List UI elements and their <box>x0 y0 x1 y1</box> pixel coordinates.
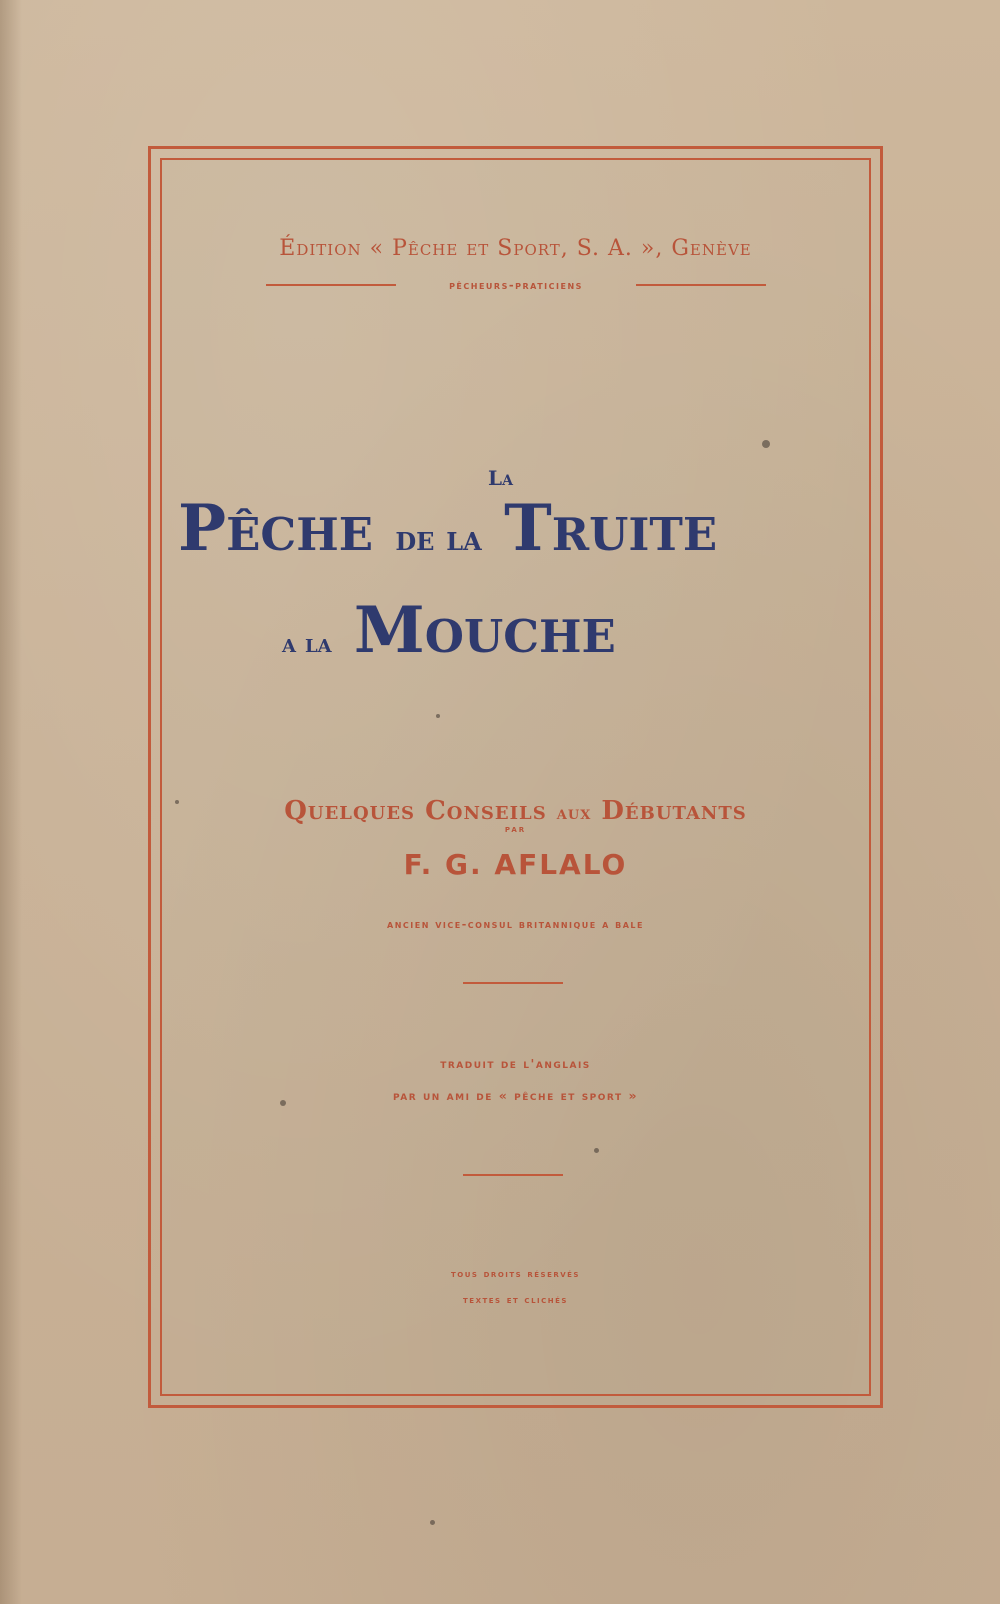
title-line-1 <box>178 484 858 584</box>
publisher-subline-row <box>266 278 766 292</box>
title-word-mouche: Mouche <box>353 593 616 668</box>
divider-1 <box>463 982 563 984</box>
publisher-subline: pêcheurs-praticiens <box>449 278 583 292</box>
translation-line-2: par un ami de « pêche et sport » <box>392 1088 639 1103</box>
paper-speck <box>175 800 179 804</box>
subtitle-aux: aux <box>556 803 592 824</box>
paper-speck <box>594 1148 599 1153</box>
author-name: F. G. AFLALO <box>403 848 628 881</box>
paper-speck <box>436 714 440 718</box>
rights-line-1: tous droits réservés <box>451 1268 580 1280</box>
title-article: La <box>488 466 513 490</box>
paper-speck <box>430 1520 435 1525</box>
inner-red-frame <box>160 158 871 1396</box>
spine-shadow <box>0 0 22 1604</box>
author-description: ancien vice-consul britannique a bale <box>387 918 644 931</box>
paper-speck <box>762 440 770 448</box>
publisher-line: Édition « Pêche et Sport, S. A. », Genève <box>279 236 752 261</box>
subtitle <box>160 796 871 826</box>
rights-line-2: textes et clichés <box>463 1294 568 1306</box>
paper-speck <box>280 1100 286 1106</box>
divider-2 <box>463 1174 563 1176</box>
title-line-2 <box>282 586 616 689</box>
subtitle-part-2: Débutants <box>601 796 747 826</box>
subtitle-part-1: Quelques Conseils <box>284 796 547 826</box>
title-word-truite: Truite <box>504 491 718 566</box>
by-label: par <box>504 824 527 835</box>
title-word-peche: Pêche <box>178 491 374 566</box>
title-connector: de la <box>395 519 482 559</box>
right-rule <box>636 284 766 286</box>
translation-line-1: traduit de l'anglais <box>440 1056 591 1071</box>
left-rule <box>266 284 396 286</box>
title-prefix: a la <box>282 629 332 659</box>
